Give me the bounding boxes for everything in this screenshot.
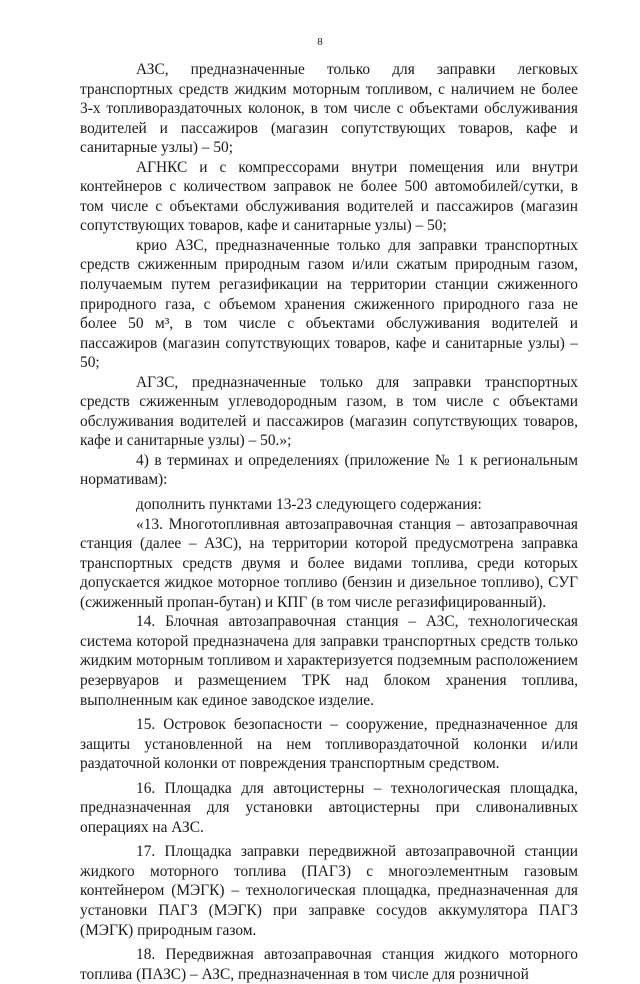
paragraph-terms-item-4: 4) в терминах и определениях (приложение № 1 к региональным нормативам):: [80, 451, 578, 489]
body-text: [80, 60, 578, 984]
paragraph-definition-15: 15. Островок безопасности – сооружение, предназначенное для защиты установленной на нем топливораздаточной колонки и/или раздаточной колонки от повреждения транспортным средством.: [80, 716, 578, 773]
paragraph-definition-18: 18. Передвижная автозаправочная станция жидкого моторного топлива (ПАЗС) – АЗС, предназначенная в том числе для розничной: [80, 946, 578, 983]
page-number: 8: [317, 36, 323, 48]
paragraph-krio-azs: крио АЗС, предназначенные только для заправки транспортных средств сжиженным природным газом и/или сжатым природным газом, получаемым путем регазификации на территории станции сжиженного природного газа, с объемом хранения сжиженного природного газа не более 50 м³, в том числе с объектами обслуживания водителей и пассажиров (магазин сопутствующих товаров, кафе и санитарные узлы) – 50;: [80, 236, 578, 372]
paragraph-definition-13: «13. Многотопливная автозаправочная станция – автозаправочная станция (далее – АЗС), на территории которой предусмотрена заправка транспортных средств двумя и более видами топлива, среди которых допускается жидкое моторное топливо (бензин и дизельное топливо), СУГ (сжиженный пропан-бутан) и КПГ (в том числе регазифицированный).: [80, 515, 578, 611]
paragraph-azs-light-vehicles: АЗС, предназначенные только для заправки легковых транспортных средств жидким моторным топливом, с наличием не более 3-х топливораздаточных колонок, в том числе с объектами обслуживания водителей и пассажиров (магазин сопутствующих товаров, кафе и санитарные узлы) – 50;: [80, 61, 578, 157]
paragraph-definition-14: 14. Блочная автозаправочная станция – АЗС, технологическая система которой предназначена для заправки транспортных средств только жидким моторным топливом и характеризуется подземным расположением резервуаров и размещением ТРК над блоком хранения топлива, выполненным как единое заводское изделие.: [80, 613, 578, 709]
paragraph-agnks: АГНКС и с компрессорами внутри помещения или внутри контейнеров с количеством заправок не более 500 автомобилей/сутки, в том числе с объектами обслуживания водителей и пассажиров (магазин сопутствующих товаров, кафе и санитарные узлы) – 50;: [80, 158, 578, 235]
paragraph-agzs: АГЗС, предназначенные только для заправки транспортных средств сжиженным углеводородным газом, в том числе с объектами обслуживания водителей и пассажиров (магазин сопутствующих товаров, кафе и санитарные узлы) – 50.»;: [80, 373, 578, 450]
paragraph-supplement: дополнить пунктами 13-23 следующего содержания:: [136, 496, 482, 514]
paragraph-definition-16: 16. Площадка для автоцистерны – технологическая площадка, предназначенная для установки автоцистерны при сливоналивных операциях на АЗС.: [80, 779, 578, 836]
paragraph-definition-17: 17. Площадка заправки передвижной автозаправочной станции жидкого моторного топлива (ПАГЗ) с многоэлементным газовым контейнером (МЭГК) – технологическая площадка, предназначенная для установки ПАГЗ (МЭГК) при заправке сосудов аккумулятора ПАГЗ (МЭГК) природным газом.: [80, 843, 578, 939]
